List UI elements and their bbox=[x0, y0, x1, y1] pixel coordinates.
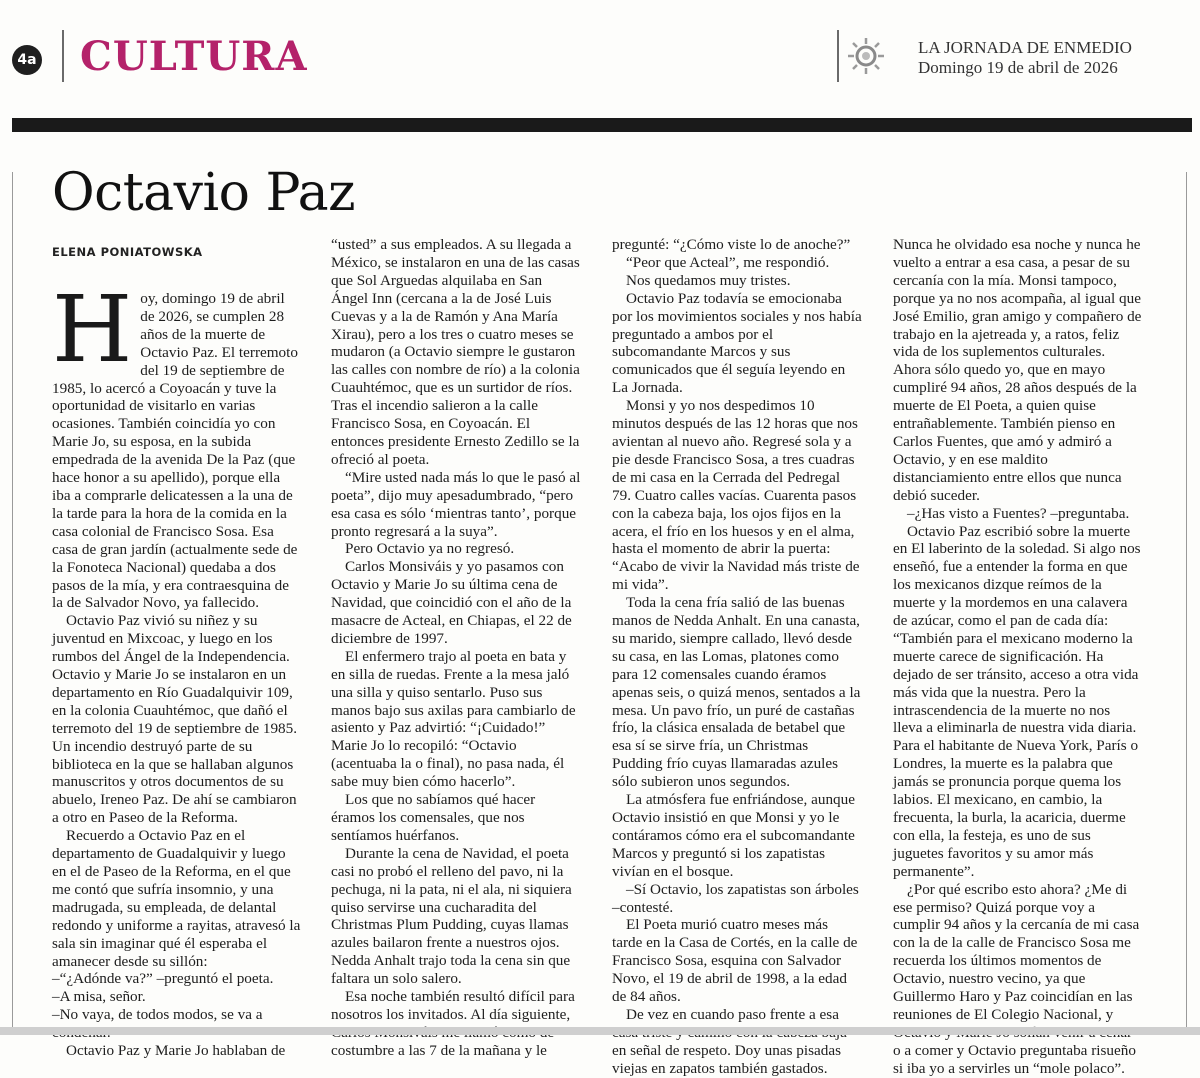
article-column-1 bbox=[52, 276, 302, 1060]
article-column-4 bbox=[893, 236, 1143, 1077]
paragraph: El enfermero trajo al poeta en bata y en silla de ruedas. Frente a la mesa jaló una silla y quiso sentarlo. Puso sus manos bajo sus axilas para cambiarlo de asiento y Paz advirtió: “¡Cuidado!” Marie Jo lo recopiló: “Octavio (acentuaba la o final), no pasa nada, él sabe muy bien cómo hacerlo”. bbox=[331, 647, 576, 791]
header-divider-right bbox=[837, 30, 839, 82]
frame-rule-left bbox=[12, 172, 13, 1027]
drop-cap: H bbox=[52, 276, 133, 383]
header-black-bar bbox=[12, 118, 1192, 132]
paragraph: oy, domingo 19 de abril de 2026, se cumplen 28 años de la muerte de Octavio Paz. El terremoto del 19 de septiembre de 1985, lo acercó a Coyoacán y tuve la oportunidad de visitarlo en varias ocasiones. También coincidía yo con Marie Jo, su esposa, en la subida empedrada de la avenida De la Paz (que hace honor a su apellido), porque ella iba a comprarle delicatessen a la una de la tarde para la hora de la comida en la casa colonial de Francisco Sosa. Esa casa de gran jardín (actualmente sede de la Fonoteca Nacional) quedaba a dos pasos de la mía, y era contraesquina de la de Salvador Novo, ya fallecido. bbox=[52, 290, 298, 612]
paragraph: Durante la cena de Navidad, el poeta casi no probó el relleno del pavo, ni la pechuga, ni la pata, ni el ala, ni siquiera quiso servirse una cucharadita del Christmas Plum Pudding, cuyas llamas azules bailaron frente a nuestros ojos. Nedda Anhalt trajo toda la cena sin que faltara un solo salero. bbox=[331, 844, 572, 988]
frame-rule-right bbox=[1186, 172, 1187, 1027]
paragraph: De vez en cuando paso frente a esa en señal de respeto. Doy unas pisadas viejas en zapatos también gastados. bbox=[612, 1005, 842, 1077]
paragraph: Los que no sabíamos qué hacer éramos los comensales, que nos sentíamos huérfanos. bbox=[331, 791, 536, 844]
section-title: CULTURA bbox=[80, 33, 308, 80]
paragraph: Nos quedamos muy tristes. bbox=[626, 271, 791, 289]
header-divider-left bbox=[62, 30, 64, 82]
paragraph: Octavio Paz vivió su niñez y su juventud en Mixcoac, y luego en los rumbos del Ángel de la Independencia. Octavio y Marie Jo se instalaron en un departamento en Río Guadalquivir 109, en la colonia Cuauhtémoc, que dañó el terremoto del 19 de septiembre de 1985. Un incendio destruyó parte de su biblioteca en la que se hallaban algunos manuscritos y otros documentos de su abuelo, Ireneo Paz. De ahí se cambiaron a otro en Paseo de la Reforma. bbox=[52, 612, 298, 827]
paragraph: Toda la cena fría salió de las buenas manos de Nedda Anhalt. En una canasta, su marido, siempre callado, llevó desde su casa, en las Lomas, platones como para 12 comensales cuando éramos apenas seis, o quizá menos, sentados a la mesa. Un pavo frío, un puré de castañas frío, la clásica ensalada de betabel que esa sí se sirve fría, un Christmas Pudding frío cuyas llamaradas azules sólo subieron unos segundos. bbox=[612, 594, 861, 791]
paragraph: pregunté: “¿Cómo viste lo de anoche?” bbox=[612, 236, 851, 253]
edition-date: Domingo 19 de abril de 2026 bbox=[918, 58, 1118, 77]
paragraph: La atmósfera fue enfriándose, aunque Octavio insistió en que Monsi y yo le contáramos cómo era el subcomandante Marcos y preguntó si los zapatistas vivían en el bosque. bbox=[612, 791, 855, 880]
paragraph: –Sí Octavio, los zapatistas son árboles –contesté. bbox=[612, 880, 859, 916]
paragraph: El Poeta murió cuatro meses más tarde en la Casa de Cortés, en la calle de Francisco Sosa, esquina con Salvador Novo, el 19 de abril de 1998, a la edad de 84 años. bbox=[612, 916, 858, 1006]
newspaper-name: LA JORNADA DE ENMEDIO bbox=[918, 38, 1132, 57]
paragraph: Octavio Paz y Marie Jo hablaban de bbox=[66, 1042, 286, 1060]
paragraph: “Mire usted nada más lo que le pasó al poeta”, dijo muy apesadumbrado, “pero esa casa es sólo ‘mientras tanto’, porque pronto regresará a la suya”. bbox=[331, 468, 581, 540]
paragraph: “Peor que Acteal”, me respondió. bbox=[626, 253, 830, 271]
paragraph: Octavio Paz escribió sobre la muerte en El laberinto de la soledad. Si algo nos enseñó, fue a entender la forma en que los mexicanos dizque reímos de la muerte y la mordemos en una calavera de azúcar, como el pan de cada día: “También para el mexicano moderno la muerte carece de significación. Ha dejado de ser tránsito, acceso a otra vida más vida que la nuestra. Pero la intrascendencia de la muerte no nos lleva a eliminarla de nuestra vida diaria. Para el habitante de Nueva York, París o Londres, la muerte es la palabra que jamás se pronuncia porque quema los labios. El mexicano, en cambio, la frecuenta, la burla, la acaricia, duerme con ella, la festeja, es uno de sus juguetes favoritos y su amor más permanente”. bbox=[893, 522, 1141, 880]
article-headline: Octavio Paz bbox=[52, 163, 356, 223]
paragraph: –A misa, señor. bbox=[52, 988, 146, 1006]
paragraph: Recuerdo a Octavio Paz en el departamento de Guadalquivir y luego en el de Paseo de la Reforma, en el que me contó que sufría insomnio, y una madrugada, su empleada, de delantal redondo y uniforme a rayitas, atravesó la sala sin imaginar qué él esperaba el amanecer desde su sillón: bbox=[52, 827, 301, 970]
paragraph: –No vaya, de todos modos, se va a bbox=[52, 1006, 263, 1024]
article-column-3 bbox=[612, 236, 862, 1077]
paragraph: Esa noche también resultó difícil para nosotros los invitados. Al día siguiente, costumbre a las 7 de la mañana y le bbox=[331, 988, 575, 1059]
footer-gray-bar bbox=[0, 1027, 1200, 1035]
sun-logo-icon bbox=[846, 36, 886, 76]
paragraph: “usted” a sus empleados. A su llegada a México, se instalaron en una de las casas que Sol Arguedas alquilaba en San Ángel Inn (cercana a la de José Luis Cuevas y a la de Ramón y Ana María Xirau), pero a los tres o cuatro meses se mudaron (a Octavio siempre le gustaron las calles con nombre de río) a la colonia Cuauhtémoc, que es un surtidor de ríos. Tras el incendio salieron a la calle Francisco Sosa, en Coyoacán. El entonces presidente Ernesto Zedillo se la ofreció al poeta. bbox=[331, 236, 580, 468]
paragraph: Octavio Paz todavía se emocionaba por los movimientos sociales y nos había preguntado a ambos por el subcomandante Marcos y sus comunicados que él seguía leyendo en La Jornada. bbox=[612, 289, 862, 397]
paragraph: Monsi y yo nos despedimos 10 minutos después de las 12 horas que nos avientan al nuevo año. Regresé sola y a pie desde Francisco Sosa, a tres cuadras de mi casa en la Cerrada del Pedregal 79. Cuatro calles vacías. Cuarenta pasos con la cabeza baja, los ojos fijos en la acera, el frío en los huesos y en el alma, hasta el momento de abrir la puerta: “Acabo de vivir la Navidad más triste de mi vida”. bbox=[612, 397, 860, 594]
paragraph: Pero Octavio ya no regresó. bbox=[345, 540, 515, 558]
article-byline: ELENA PONIATOWSKA bbox=[52, 245, 203, 259]
article-column-2 bbox=[331, 236, 581, 1059]
page-number-badge: 4a bbox=[12, 45, 42, 75]
paragraph: –¿Has visto a Fuentes? –preguntaba. bbox=[907, 504, 1130, 522]
paragraph: Carlos Monsiváis y yo pasamos con Octavio y Marie Jo su última cena de Navidad, que coincidió con el año de la masacre de Acteal, en Chiapas, el 22 de diciembre de 1997. bbox=[331, 558, 572, 647]
paragraph: ¿Por qué escribo esto ahora? ¿Me di ese permiso? Quizá porque voy a cumplir 94 años y la cercanía de mi casa con la de la calle de Francisco Sosa me recuerda los últimos momentos de Octavio, nuestro vecino, ya que Guillermo Haro y Paz coincidían en las reuniones de El Colegio Nacional, y o a comer y Octavio preguntaba risueño si iba yo a servirles un “mole polaco”. bbox=[893, 880, 1140, 1077]
paragraph: –“¿Adónde va?” –preguntó el poeta. bbox=[52, 970, 274, 988]
paragraph: Nunca he olvidado esa noche y nunca he vuelto a entrar a esa casa, a pesar de su cercanía con la mía. Monsi tampoco, porque ya no nos acompaña, al igual que José Emilio, gran amigo y compañero de trabajo en la ajetreada y, a ratos, feliz vida de los suplementos culturales. Ahora sólo quedo yo, que en mayo cumpliré 94 años, 28 años después de la muerte de El Poeta, a quien quise entrañablemente. También pienso en Carlos Fuentes, que amó y admiró a Octavio, y en ese maldito distanciamiento entre ellos que nunca debió suceder. bbox=[893, 236, 1142, 504]
